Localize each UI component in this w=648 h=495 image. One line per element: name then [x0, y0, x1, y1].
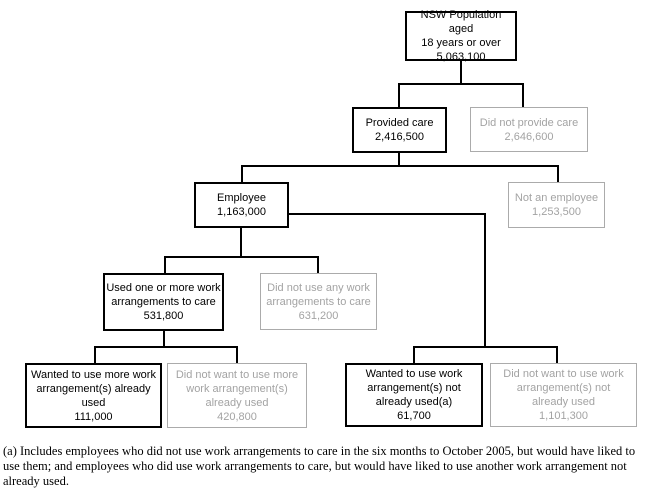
box-value: 61,700 [397, 410, 431, 422]
box-line: arrangement(s) not [367, 382, 461, 394]
box-value: 1,163,000 [217, 206, 266, 218]
connector-line [522, 83, 524, 107]
box-value: 111,000 [74, 410, 113, 423]
flowchart-box-did-not-provide-care [470, 107, 588, 152]
box-line: NSW Population aged [420, 9, 502, 35]
box-line: Provided care [365, 117, 434, 129]
box-line: Used one or more work [106, 282, 221, 294]
connector-line [164, 256, 319, 258]
box-value: 1,253,500 [532, 206, 581, 218]
connector-line [398, 83, 400, 107]
connector-line [236, 346, 238, 363]
box-value: 2,416,500 [375, 131, 424, 143]
connector-line [413, 346, 558, 348]
flowchart-box-not-an-employee [508, 182, 605, 228]
box-line: arrangement(s) already [36, 382, 151, 395]
connector-line [164, 256, 166, 273]
box-line: Not an employee [514, 192, 599, 204]
box-line: already used [205, 396, 269, 409]
flowchart-box-did-not-want-not-already-used [490, 363, 637, 427]
flowchart-box-did-not-want-more-already-used [167, 363, 307, 428]
flowchart-box-used-arrangements [103, 273, 224, 331]
box-line: arrangements to care [111, 296, 216, 308]
box-value: 1,101,300 [539, 410, 588, 422]
connector-line [398, 83, 524, 85]
box-line: Did not provide care [479, 116, 579, 129]
connector-line [241, 165, 243, 182]
flowchart-box-wanted-not-already-used [345, 363, 483, 427]
flowchart-box-provided-care [352, 107, 447, 153]
box-line: arrangements to care [266, 295, 371, 308]
connector-line [94, 346, 96, 363]
box-line: 18 years or over [421, 37, 501, 49]
connector-line [413, 346, 415, 363]
box-line: arrangement(s) not [516, 382, 611, 394]
box-line: Did not want to use work [503, 368, 624, 380]
connector-line [289, 213, 486, 215]
box-value: 420,800 [217, 410, 257, 423]
flowchart-box-employee [194, 182, 289, 228]
box-line: already used [532, 396, 595, 408]
box-value: 5,063,100 [436, 51, 486, 63]
connector-line [557, 165, 559, 182]
box-line: Wanted to use more work [31, 368, 156, 381]
flowchart-box-wanted-more-already-used [25, 363, 162, 428]
connector-line [317, 256, 319, 273]
box-line: Did not use any work [267, 281, 370, 294]
box-line: Wanted to use work [365, 368, 463, 380]
connector-line [241, 165, 559, 167]
flowchart-box-did-not-use-arrangements [260, 273, 377, 330]
box-value: 531,800 [143, 310, 184, 322]
footnote: (a) Includes employees who did not use work arrangements to care in the six months to October 2005, but would have liked to use them; and employees who did use work arrangements to care, but would have liked to use another work arrangement not already used. [3, 444, 636, 488]
connector-line [94, 346, 238, 348]
connector-line [163, 331, 165, 347]
connector-line [556, 346, 558, 363]
connector-line [484, 213, 486, 348]
box-line: already used(a) [375, 396, 453, 408]
box-value: 631,200 [298, 309, 339, 322]
connector-line [460, 61, 462, 84]
box-line: Employee [217, 192, 266, 204]
connector-line [398, 153, 400, 165]
box-line: Did not want to use more [175, 368, 299, 381]
box-line: work arrangement(s) [186, 382, 288, 395]
connector-line [240, 228, 242, 257]
box-value: 2,646,600 [504, 130, 554, 143]
flowchart-box-nsw-population [405, 11, 517, 61]
box-line: used [81, 396, 106, 409]
